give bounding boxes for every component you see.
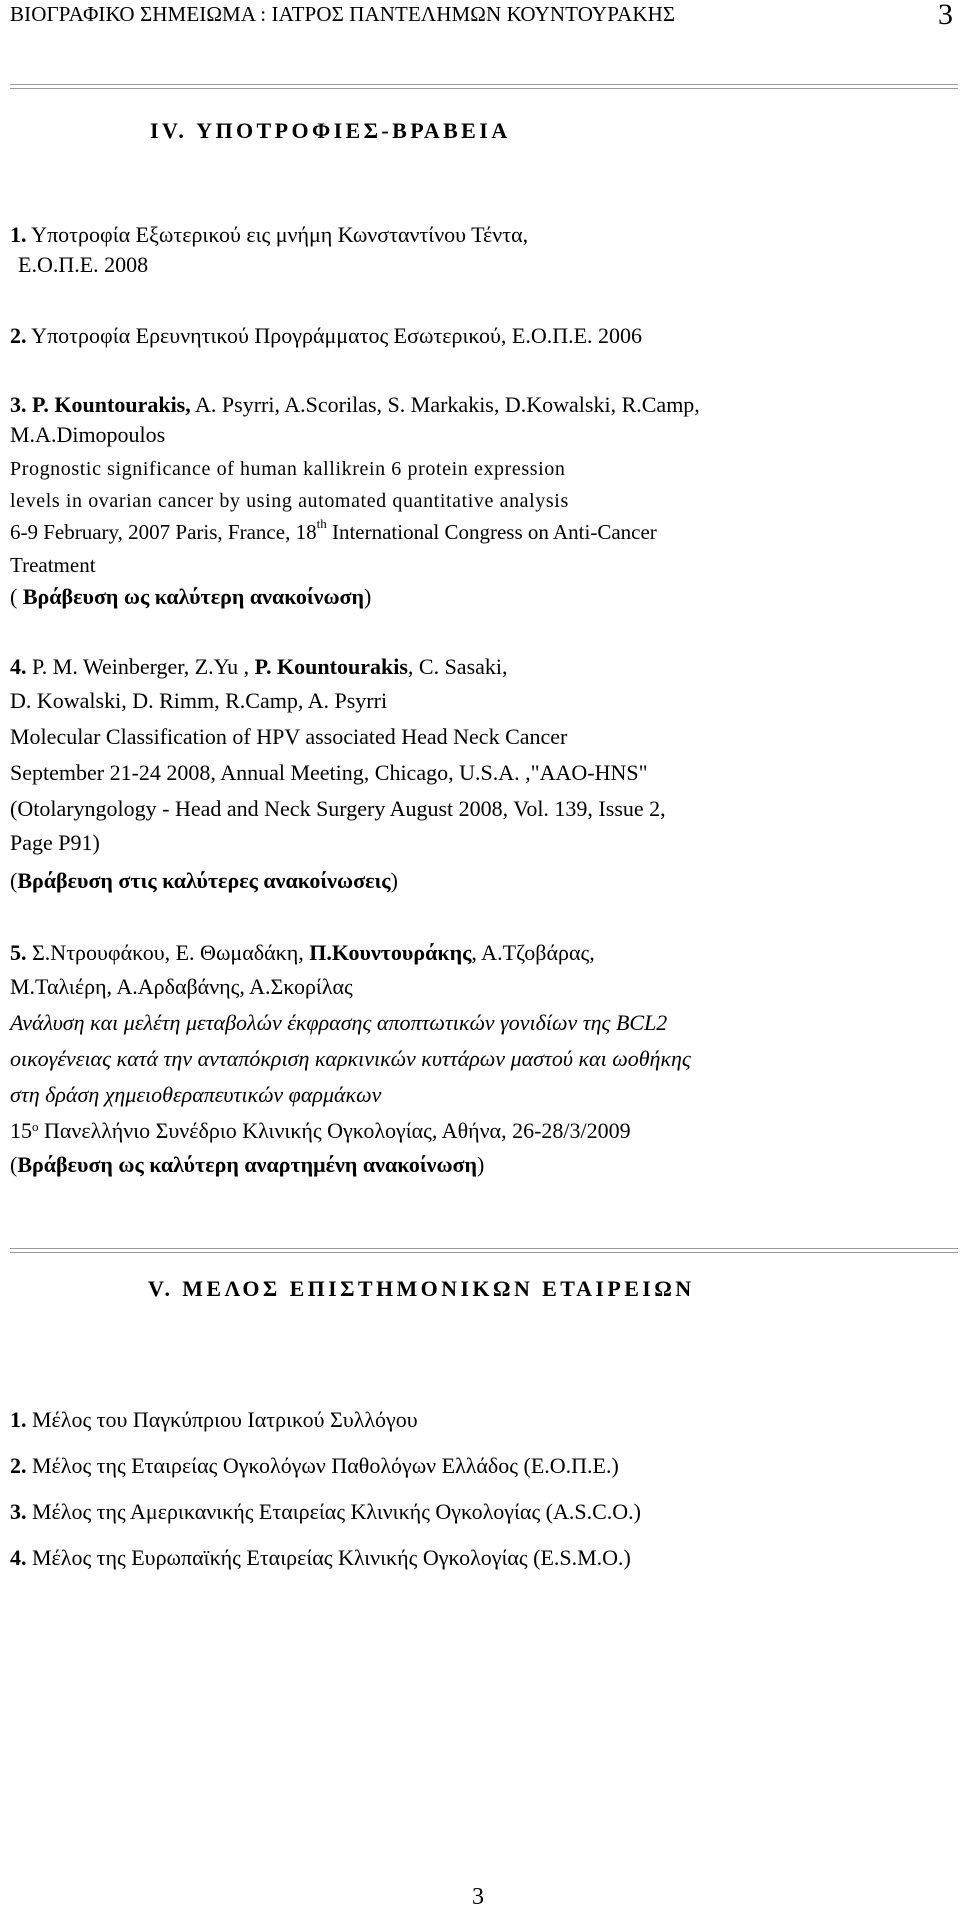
membership-item: 4. Μέλος της Ευρωπαϊκής Εταιρείας Κλινικής Ογκολογίας (E.S.M.O.)	[10, 1545, 631, 1570]
header-page-number: 3	[938, 0, 953, 31]
award-item-4-title: Molecular Classification of HPV associated Head Neck Cancer	[10, 724, 568, 749]
award-item-4-award: (Βράβευση στις καλύτερες ανακοίνωσεις)	[10, 868, 398, 893]
award-item-5-title-line2: οικογένειας κατά την ανταπόκριση καρκινικών κυττάρων μαστού και ωοθήκης	[10, 1046, 691, 1071]
award-item-4-event-line2: (Otolaryngology - Head and Neck Surgery August 2008, Vol. 139, Issue 2,	[10, 796, 666, 821]
award-item-4-event-line3: Page P91)	[10, 830, 100, 855]
award-item-4-authors-line2: D. Kowalski, D. Rimm, R.Camp, A. Psyrri	[10, 688, 388, 713]
award-item-5-authors-line2: Μ.Ταλιέρη, Α.Αρδαβάνης, Α.Σκορίλας	[10, 974, 353, 999]
award-item-3-title: Prognostic significance of human kallikrein 6 protein expression	[10, 458, 566, 480]
membership-item: 3. Μέλος της Αμερικανικής Εταιρείας Κλινικής Ογκολογίας (A.S.C.O.)	[10, 1499, 641, 1524]
divider	[10, 1248, 958, 1253]
membership-item: 1. Μέλος του Παγκύπριου Ιατρικού Συλλόγου	[10, 1407, 418, 1432]
award-item-5-title: Ανάλυση και μελέτη μεταβολών έκφρασης αποπτωτικών γονιδίων της BCL2	[10, 1010, 668, 1035]
award-item-1: 1. Υποτροφία Εξωτερικού εις μνήμη Κωνσταντίνου Τέντα,	[10, 222, 529, 247]
award-item-3-authors: 3. P. Kountourakis, A. Psyrri, A.Scorilas, S. Markakis, D.Kowalski, R.Camp,	[10, 392, 700, 417]
award-item-3-award: ( Βράβευση ως καλύτερη ανακοίνωση)	[10, 584, 372, 609]
divider	[10, 84, 958, 89]
award-item-3-event: 6-9 February, 2007 Paris, France, 18th International Congress on Anti-Cancer	[10, 516, 657, 544]
award-item-4-authors: 4. P. M. Weinberger, Z.Yu , P. Kountourakis, C. Sasaki,	[10, 654, 508, 679]
award-item-1-line2: Ε.Ο.Π.Ε. 2008	[18, 252, 149, 277]
award-item-3-title-line2: levels in ovarian cancer by using automated quantitative analysis	[10, 490, 569, 512]
section-heading: V. ΜΕΛΟΣ ΕΠΙΣΤΗΜΟΝΙΚΩΝ ΕΤΑΙΡΕΙΩΝ	[148, 1276, 695, 1301]
award-item-5-authors: 5. Σ.Ντρουφάκου, Ε. Θωμαδάκη, Π.Κουντουράκης, Α.Τζοβάρας,	[10, 940, 595, 965]
section-heading: IV. ΥΠΟΤΡΟΦΙΕΣ-ΒΡΑΒΕΙΑ	[150, 118, 511, 143]
award-item-5-award: (Βράβευση ως καλύτερη αναρτημένη ανακοίνωση)	[10, 1152, 485, 1177]
award-item-2: 2. Υποτροφία Ερευνητικού Προγράμματος Εσωτερικού, Ε.Ο.Π.Ε. 2006	[10, 323, 643, 348]
award-item-3-authors-line2: M.A.Dimopoulos	[10, 422, 166, 447]
running-header: ΒΙΟΓΡΑΦΙΚΟ ΣΗΜΕΙΩΜΑ : ΙΑΤΡΟΣ ΠΑΝΤΕΛΗΜΩΝ ΚΟΥΝΤΟΥΡΑΚΗΣ	[10, 2, 676, 26]
award-item-3-event-line2: Treatment	[10, 553, 96, 577]
membership-item: 2. Μέλος της Εταιρείας Ογκολόγων Παθολόγων Ελλάδος (Ε.Ο.Π.Ε.)	[10, 1453, 619, 1478]
award-item-5-title-line3: στη δράση χημειοθεραπευτικών φαρμάκων	[10, 1082, 382, 1107]
award-item-4-event: September 21-24 2008, Annual Meeting, Chicago, U.S.A. ,"AAO-HNS"	[10, 760, 648, 785]
footer-page-number: 3	[472, 1884, 484, 1910]
award-item-5-event: $15^o$ Πανελλήνιο Συνέδριο Κλινικής Ογκολογίας, Αθήνα, 26-28/3/2009	[10, 1118, 631, 1143]
